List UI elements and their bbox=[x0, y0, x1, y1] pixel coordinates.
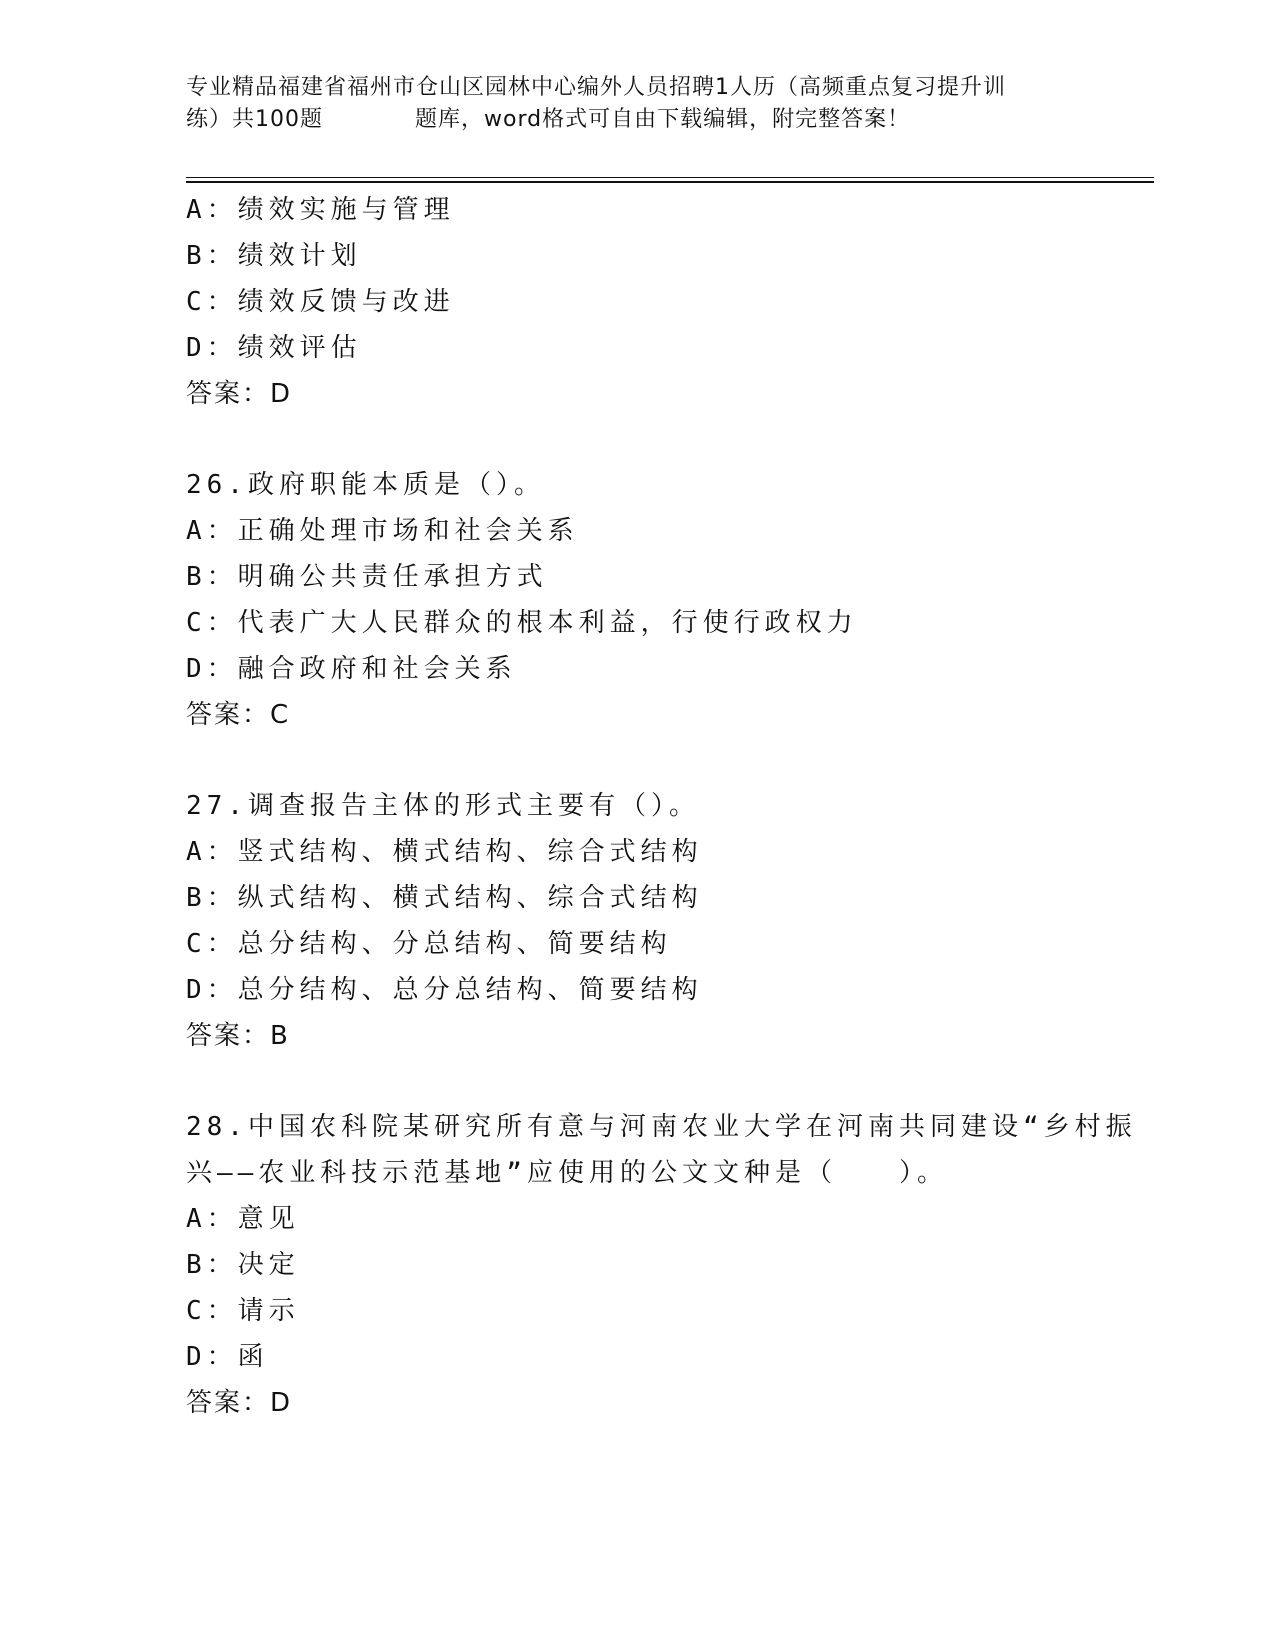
header-divider-thick bbox=[186, 181, 1154, 183]
option-b: B：纵式结构、横式结构、综合式结构 bbox=[186, 883, 703, 913]
option-c: C：代表广大人民群众的根本利益，行使行政权力 bbox=[186, 608, 858, 638]
header-title-line-2: 练）共100题 题库，word格式可自由下载编辑，附完整答案！ bbox=[186, 107, 911, 132]
option-c: C：绩效反馈与改进 bbox=[186, 287, 455, 317]
question-block-28 bbox=[186, 1104, 1146, 1426]
question-stem: 27.调查报告主体的形式主要有（）。 bbox=[186, 791, 700, 821]
answer-line: 答案：D bbox=[186, 1388, 293, 1418]
option-c: C：总分结构、分总结构、简要结构 bbox=[186, 929, 672, 959]
spacer bbox=[186, 1059, 1146, 1104]
spacer bbox=[186, 738, 1146, 783]
question-stem: 26.政府职能本质是（）。 bbox=[186, 470, 545, 500]
question-content bbox=[186, 187, 1146, 1426]
option-d: D：函 bbox=[186, 1342, 269, 1372]
option-d: D：融合政府和社会关系 bbox=[186, 654, 517, 684]
question-block-27 bbox=[186, 783, 1146, 1059]
option-b: B：决定 bbox=[186, 1250, 300, 1280]
option-b: B：绩效计划 bbox=[186, 241, 362, 271]
option-c: C：请示 bbox=[186, 1296, 300, 1326]
answer-line: 答案：D bbox=[186, 379, 293, 409]
option-b: B：明确公共责任承担方式 bbox=[186, 562, 548, 592]
option-d: D：总分结构、总分总结构、简要结构 bbox=[186, 975, 703, 1005]
answer-line: 答案：B bbox=[186, 1021, 290, 1051]
page-header bbox=[186, 72, 1086, 136]
question-block-26 bbox=[186, 462, 1146, 738]
question-block-25 bbox=[186, 187, 1146, 417]
spacer bbox=[186, 417, 1146, 462]
header-title-line-1: 专业精品福建省福州市仓山区园林中心编外人员招聘1人历（高频重点复习提升训 bbox=[186, 75, 1006, 100]
header-divider-thin bbox=[186, 177, 1154, 178]
question-stem-line-1: 28.中国农科院某研究所有意与河南农业大学在河南共同建设“乡村振 bbox=[186, 1112, 1137, 1142]
option-d: D：绩效评估 bbox=[186, 333, 362, 363]
option-a: A：竖式结构、横式结构、综合式结构 bbox=[186, 837, 703, 867]
question-stem-line-2: 兴——农业科技示范基地”应使用的公文文种是（ ）。 bbox=[186, 1158, 948, 1188]
answer-line: 答案：C bbox=[186, 700, 291, 730]
option-a: A：绩效实施与管理 bbox=[186, 195, 455, 225]
option-a: A：意见 bbox=[186, 1204, 300, 1234]
option-a: A：正确处理市场和社会关系 bbox=[186, 516, 579, 546]
